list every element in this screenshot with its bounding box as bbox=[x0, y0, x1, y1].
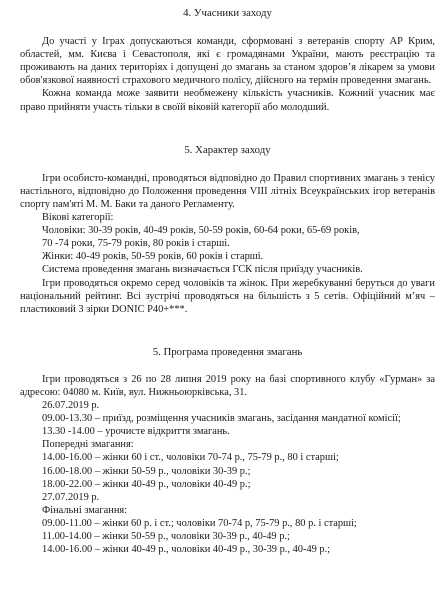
competition-system: Система проведення змагань визначається ГСК після приїзду учасників. bbox=[42, 264, 363, 276]
schedule-item: 18.00-22.00 – жінки 40-49 р., чоловіки 40-49 р.; bbox=[42, 478, 251, 490]
schedule-date: 27.07.2019 р. bbox=[42, 491, 100, 503]
schedule-item: 14.00-16.00 – жінки 60 і ст., чоловіки 70-74 р., 75-79 р., 80 і старші; bbox=[42, 452, 339, 464]
section-heading: 5. Характер заходу bbox=[184, 143, 271, 156]
section-character bbox=[20, 114, 435, 316]
age-categories-men-cont: 70 -74 роки, 75-79 років, 80 років і старші. bbox=[42, 238, 230, 250]
schedule-opening: 13.30 -14.00 – урочисте відкриття змагань. bbox=[42, 426, 230, 438]
section-participants bbox=[20, 0, 435, 114]
schedule-arrival: 09.00-13.30 – приїзд, розміщення учасників змагань, засідання мандатної комісії; bbox=[42, 413, 401, 425]
section-heading: 5. Програма проведення змагань bbox=[152, 345, 303, 358]
age-categories-title: Вікові категорії: bbox=[42, 212, 114, 224]
schedule-item: 09.00-11.00 – жінки 60 р. і ст.; чоловіки 70-74 р, 75-79 р., 80 р. і старші; bbox=[42, 517, 357, 529]
paragraph: Кожна команда може заявити необмежену кількість учасників. Кожний учасник має право прийняти участь тільки в своїй віковій категорії або молодший. bbox=[20, 88, 435, 113]
section-program bbox=[20, 316, 435, 556]
age-categories-women: Жінки: 40-49 років, 50-59 років, 60 років і старші. bbox=[42, 251, 264, 263]
age-categories-men: Чоловіки: 30-39 років, 40-49 років, 50-59 років, 60-64 роки, 65-69 років, bbox=[42, 225, 360, 237]
paragraph: До участі у Іграх допускаються команди, сформовані з ветеранів спорту АР Крим, областей, мм. Києва і Севастополя, які є громадянами України, мають реєстрацію та проживають на даних територіях і допущені до змагань за станом здоров’я лікарем за умови обов'язкової наявності страхового медичного полісу, дійсного на термін проведення змагань. bbox=[20, 36, 435, 87]
paragraph: Ігри проводяться з 26 по 28 липня 2019 року на базі спортивного клубу «Гурман» за адресою: 04080 м. Київ, вул. Нижньоюрківська, 31. bbox=[20, 373, 435, 398]
prelim-title: Попередні змагання: bbox=[42, 439, 134, 451]
paragraph: Ігри проводяться окремо серед чоловіків та жінок. При жеребкуванні беруться до уваги національний рейтинг. Всі зустрічі проводяться на більшість з 5 сетів. Офіційний м’яч – пластиковий 3 зірки DONIC P40+***. bbox=[20, 277, 435, 315]
section-heading: 4. Учасники заходу bbox=[183, 7, 272, 19]
schedule-item: 16.00-18.00 – жінки 50-59 р., чоловіки 30-39 р.; bbox=[42, 465, 251, 477]
schedule-date: 26.07.2019 р. bbox=[42, 400, 100, 412]
schedule-item: 11.00-14.00 – жінки 50-59 р., чоловіки 30-39 р., 40-49 р.; bbox=[42, 531, 290, 542]
schedule-item: 14.00-16.00 – жінки 40-49 р., чоловіки 40-49 р., 30-39 р., 40-49 р.; bbox=[42, 544, 331, 556]
finals-title: Фінальні змагання: bbox=[42, 504, 128, 516]
paragraph: Ігри особисто-командні, проводяться відповідно до Правил спортивних змагань з тенісу настільного, відповідно до Положення проведення VIII літніх Всеукраїнських ігор ветеранів спорту пам'яті М. М. Баки та даного Регламенту. bbox=[20, 172, 435, 210]
